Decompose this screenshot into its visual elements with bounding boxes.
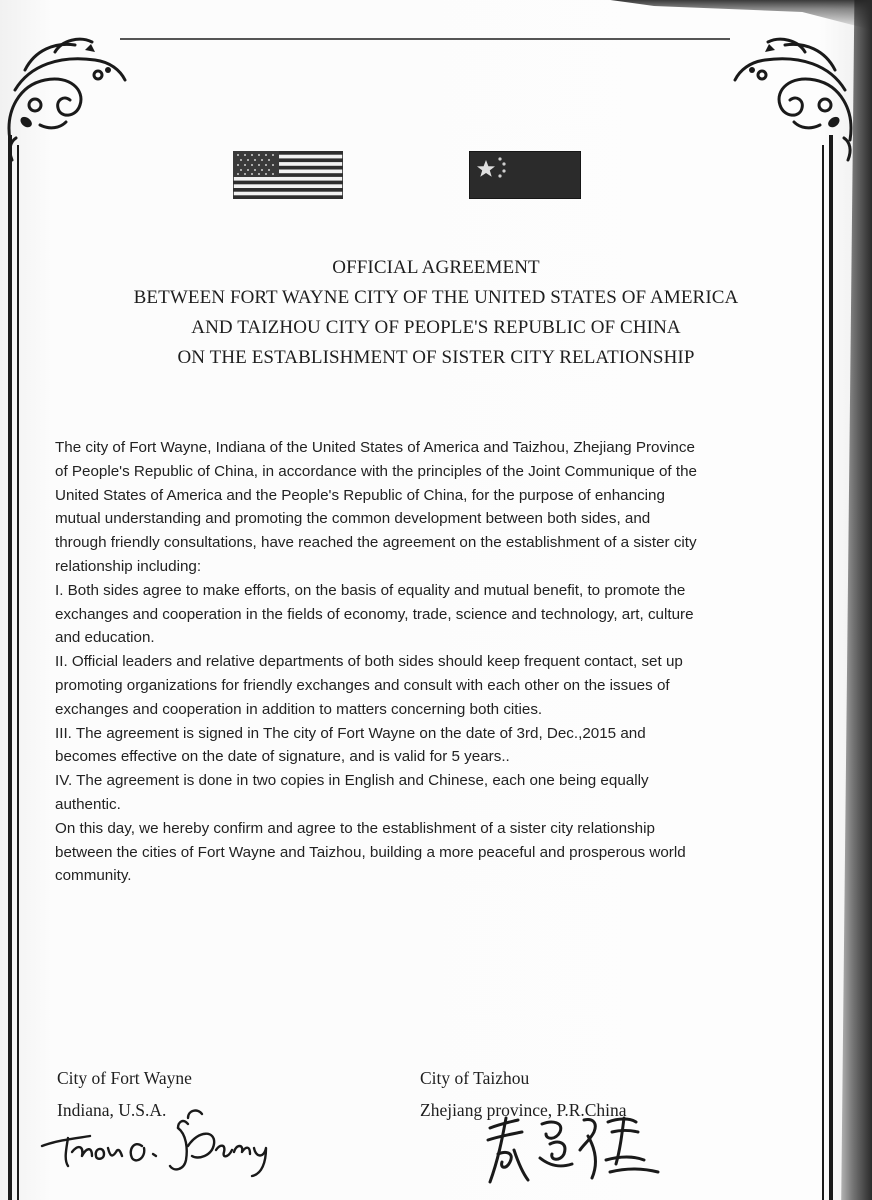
body-line: authentic.	[55, 795, 121, 813]
body-line: becomes effective on the date of signature, and is valid for 5 years..	[55, 748, 510, 766]
signatory-fort-wayne-city: City of Fort Wayne	[57, 1068, 192, 1088]
body-line: III. The agreement is signed in The city of Fort Wayne on the date of 3rd, Dec.,2015 and	[55, 724, 646, 742]
body-line: mutual understanding and promoting the common development between both sides, and	[55, 510, 651, 528]
title-line-4: ON THE ESTABLISHMENT OF SISTER CITY RELATIONSHIP	[177, 347, 695, 368]
body-line: IV. The agreement is done in two copies in English and Chinese, each one being equally	[55, 772, 649, 790]
ornament-top-left	[0, 30, 130, 180]
signatory-taizhou-province: Zhejiang province, P.R.China	[420, 1100, 627, 1120]
body-line: and education.	[55, 629, 155, 647]
title-line-2: BETWEEN FORT WAYNE CITY OF THE UNITED STATES OF AMERICA	[133, 287, 739, 308]
body-line: United States of America and the People's Republic of China, for the purpose of enhancing	[55, 486, 665, 504]
china-flag-icon	[469, 151, 581, 199]
body-line: between the cities of Fort Wayne and Taizhou, building a more peaceful and prosperous world	[55, 843, 686, 861]
body-line: through friendly consultations, have reached the agreement on the establishment of a sister city	[55, 534, 697, 552]
agreement-title	[0, 253, 872, 373]
body-line: relationship including:	[55, 557, 202, 575]
body-line: The city of Fort Wayne, Indiana of the United States of America and Taizhou, Zhejiang Province	[55, 439, 695, 456]
body-line: of People's Republic of China, in accordance with the principles of the Joint Communique of the	[55, 462, 697, 480]
title-line-1: OFFICIAL AGREEMENT	[332, 257, 540, 278]
ornament-top-right	[730, 30, 860, 180]
us-flag-icon	[233, 151, 343, 199]
page-shadow-top	[0, 0, 872, 30]
body-line: community.	[55, 867, 132, 885]
body-line: exchanges and cooperation in addition to matters concerning both cities.	[55, 700, 543, 718]
signature-taizhou	[480, 1110, 670, 1190]
title-line-3: AND TAIZHOU CITY OF PEOPLE'S REPUBLIC OF CHINA	[191, 317, 681, 338]
body-line: On this day, we hereby confirm and agree to the establishment of a sister city relationship	[55, 819, 655, 837]
agreement-body	[55, 436, 835, 888]
signatory-taizhou-city: City of Taizhou	[420, 1068, 530, 1088]
body-line: I. Both sides agree to make efforts, on the basis of equality and mutual benefit, to promote the	[55, 581, 686, 599]
body-line: exchanges and cooperation in the fields of economy, trade, science and technology, art, culture	[55, 605, 694, 623]
body-line: promoting organizations for friendly exchanges and consult with each other on the issues of	[55, 676, 670, 694]
body-line: II. Official leaders and relative departments of both sides should keep frequent contact, set up	[55, 653, 683, 671]
signature-fort-wayne	[38, 1100, 288, 1180]
border-top-line	[120, 38, 730, 40]
signatory-fort-wayne-state: Indiana, U.S.A.	[57, 1100, 167, 1120]
